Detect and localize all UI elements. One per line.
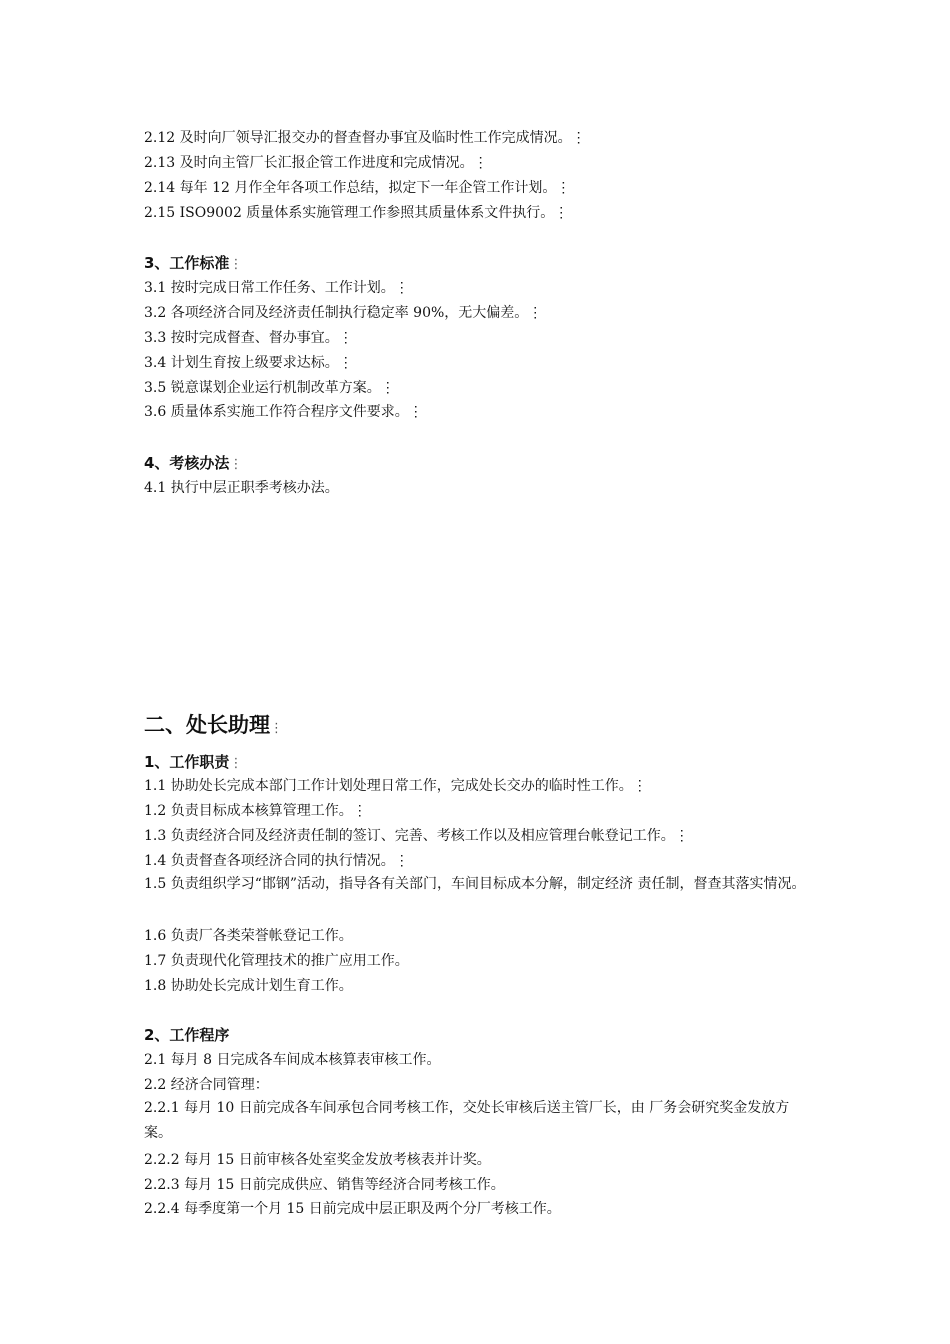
section-heading	[144, 254, 242, 274]
text-line: 2.1 每月 8 日完成各车间成本核算表审核工作。	[144, 1052, 441, 1068]
text-line: 1.4 负责督查各项经济合同的执行情况。⋮	[144, 853, 409, 869]
text-line: 2.2 经济合同管理：	[144, 1077, 269, 1093]
heading-text: 4、考核办法	[144, 454, 230, 472]
text-line: 2.2.3 每月 15 日前完成供应、销售等经济合同考核工作。	[144, 1177, 505, 1193]
text-line: 2.13 及时向主管厂长汇报企管工作进度和完成情况。⋮	[144, 155, 488, 171]
paragraph-mark: ⋮	[229, 257, 243, 272]
text-line: 3.6 质量体系实施工作符合程序文件要求。⋮	[144, 404, 423, 420]
text-line: 1.1 协助处长完成本部门工作计划处理日常工作，完成处长交办的临时性工作。⋮	[144, 778, 647, 794]
text-line: 3.3 按时完成督查、督办事宜。⋮	[144, 330, 353, 346]
text-line: 2.15 ISO9002 质量体系实施管理工作参照其质量体系文件执行。⋮	[144, 205, 569, 221]
section-heading: 2、工作程序	[144, 1026, 230, 1044]
text-line: 3.5 锐意谋划企业运行机制改革方案。⋮	[144, 380, 395, 396]
text-line: 2.2.2 每月 15 日前审核各处室奖金发放考核表并计奖。	[144, 1152, 491, 1168]
section-heading	[144, 454, 242, 474]
heading-text: 3、工作标准	[144, 254, 230, 272]
text-line: 1.7 负责现代化管理技术的推广应用工作。	[144, 953, 409, 969]
paragraph-mark: ⋮	[229, 756, 243, 771]
text-line: 1.2 负责目标成本核算管理工作。⋮	[144, 803, 367, 819]
text-paragraph: 1.5 负责组织学习“邯钢”活动，指导各有关部门，车间目标成本分解，制定经济 责任制，督查其落实情况。	[144, 876, 806, 892]
text-line: 3.2 各项经济合同及经济责任制执行稳定率 90%，无大偏差。⋮	[144, 305, 543, 321]
text-line: 2.12 及时向厂领导汇报交办的督查督办事宜及临时性工作完成情况。⋮	[144, 130, 586, 146]
text-line: 1.8 协助处长完成计划生育工作。	[144, 978, 353, 994]
heading-text: 1、工作职责	[144, 753, 230, 771]
text-line: 3.4 计划生育按上级要求达标。⋮	[144, 355, 353, 371]
chapter-title	[144, 712, 283, 742]
chapter-title-text: 二、处长助理	[144, 713, 270, 737]
text-line: 2.2.4 每季度第一个月 15 日前完成中层正职及两个分厂考核工作。	[144, 1201, 561, 1217]
text-line: 2.14 每年 12 月作全年各项工作总结，拟定下一年企管工作计划。⋮	[144, 180, 571, 196]
text-line: 1.6 负责厂各类荣誉帐登记工作。	[144, 928, 353, 944]
text-paragraph: 2.2.1 每月 10 日前完成各车间承包合同考核工作，交处长审核后送主管厂长，由 厂务会研究奖金发放方案。	[144, 1100, 790, 1141]
paragraph-mark: ⋮	[229, 457, 243, 472]
text-line: 4.1 执行中层正职季考核办法。	[144, 480, 339, 496]
section-heading	[144, 753, 242, 773]
text-line: 1.3 负责经济合同及经济责任制的签订、完善、考核工作以及相应管理台帐登记工作。⋮	[144, 828, 689, 844]
paragraph-mark: ⋮	[270, 721, 283, 736]
text-line: 3.1 按时完成日常工作任务、工作计划。⋮	[144, 280, 409, 296]
